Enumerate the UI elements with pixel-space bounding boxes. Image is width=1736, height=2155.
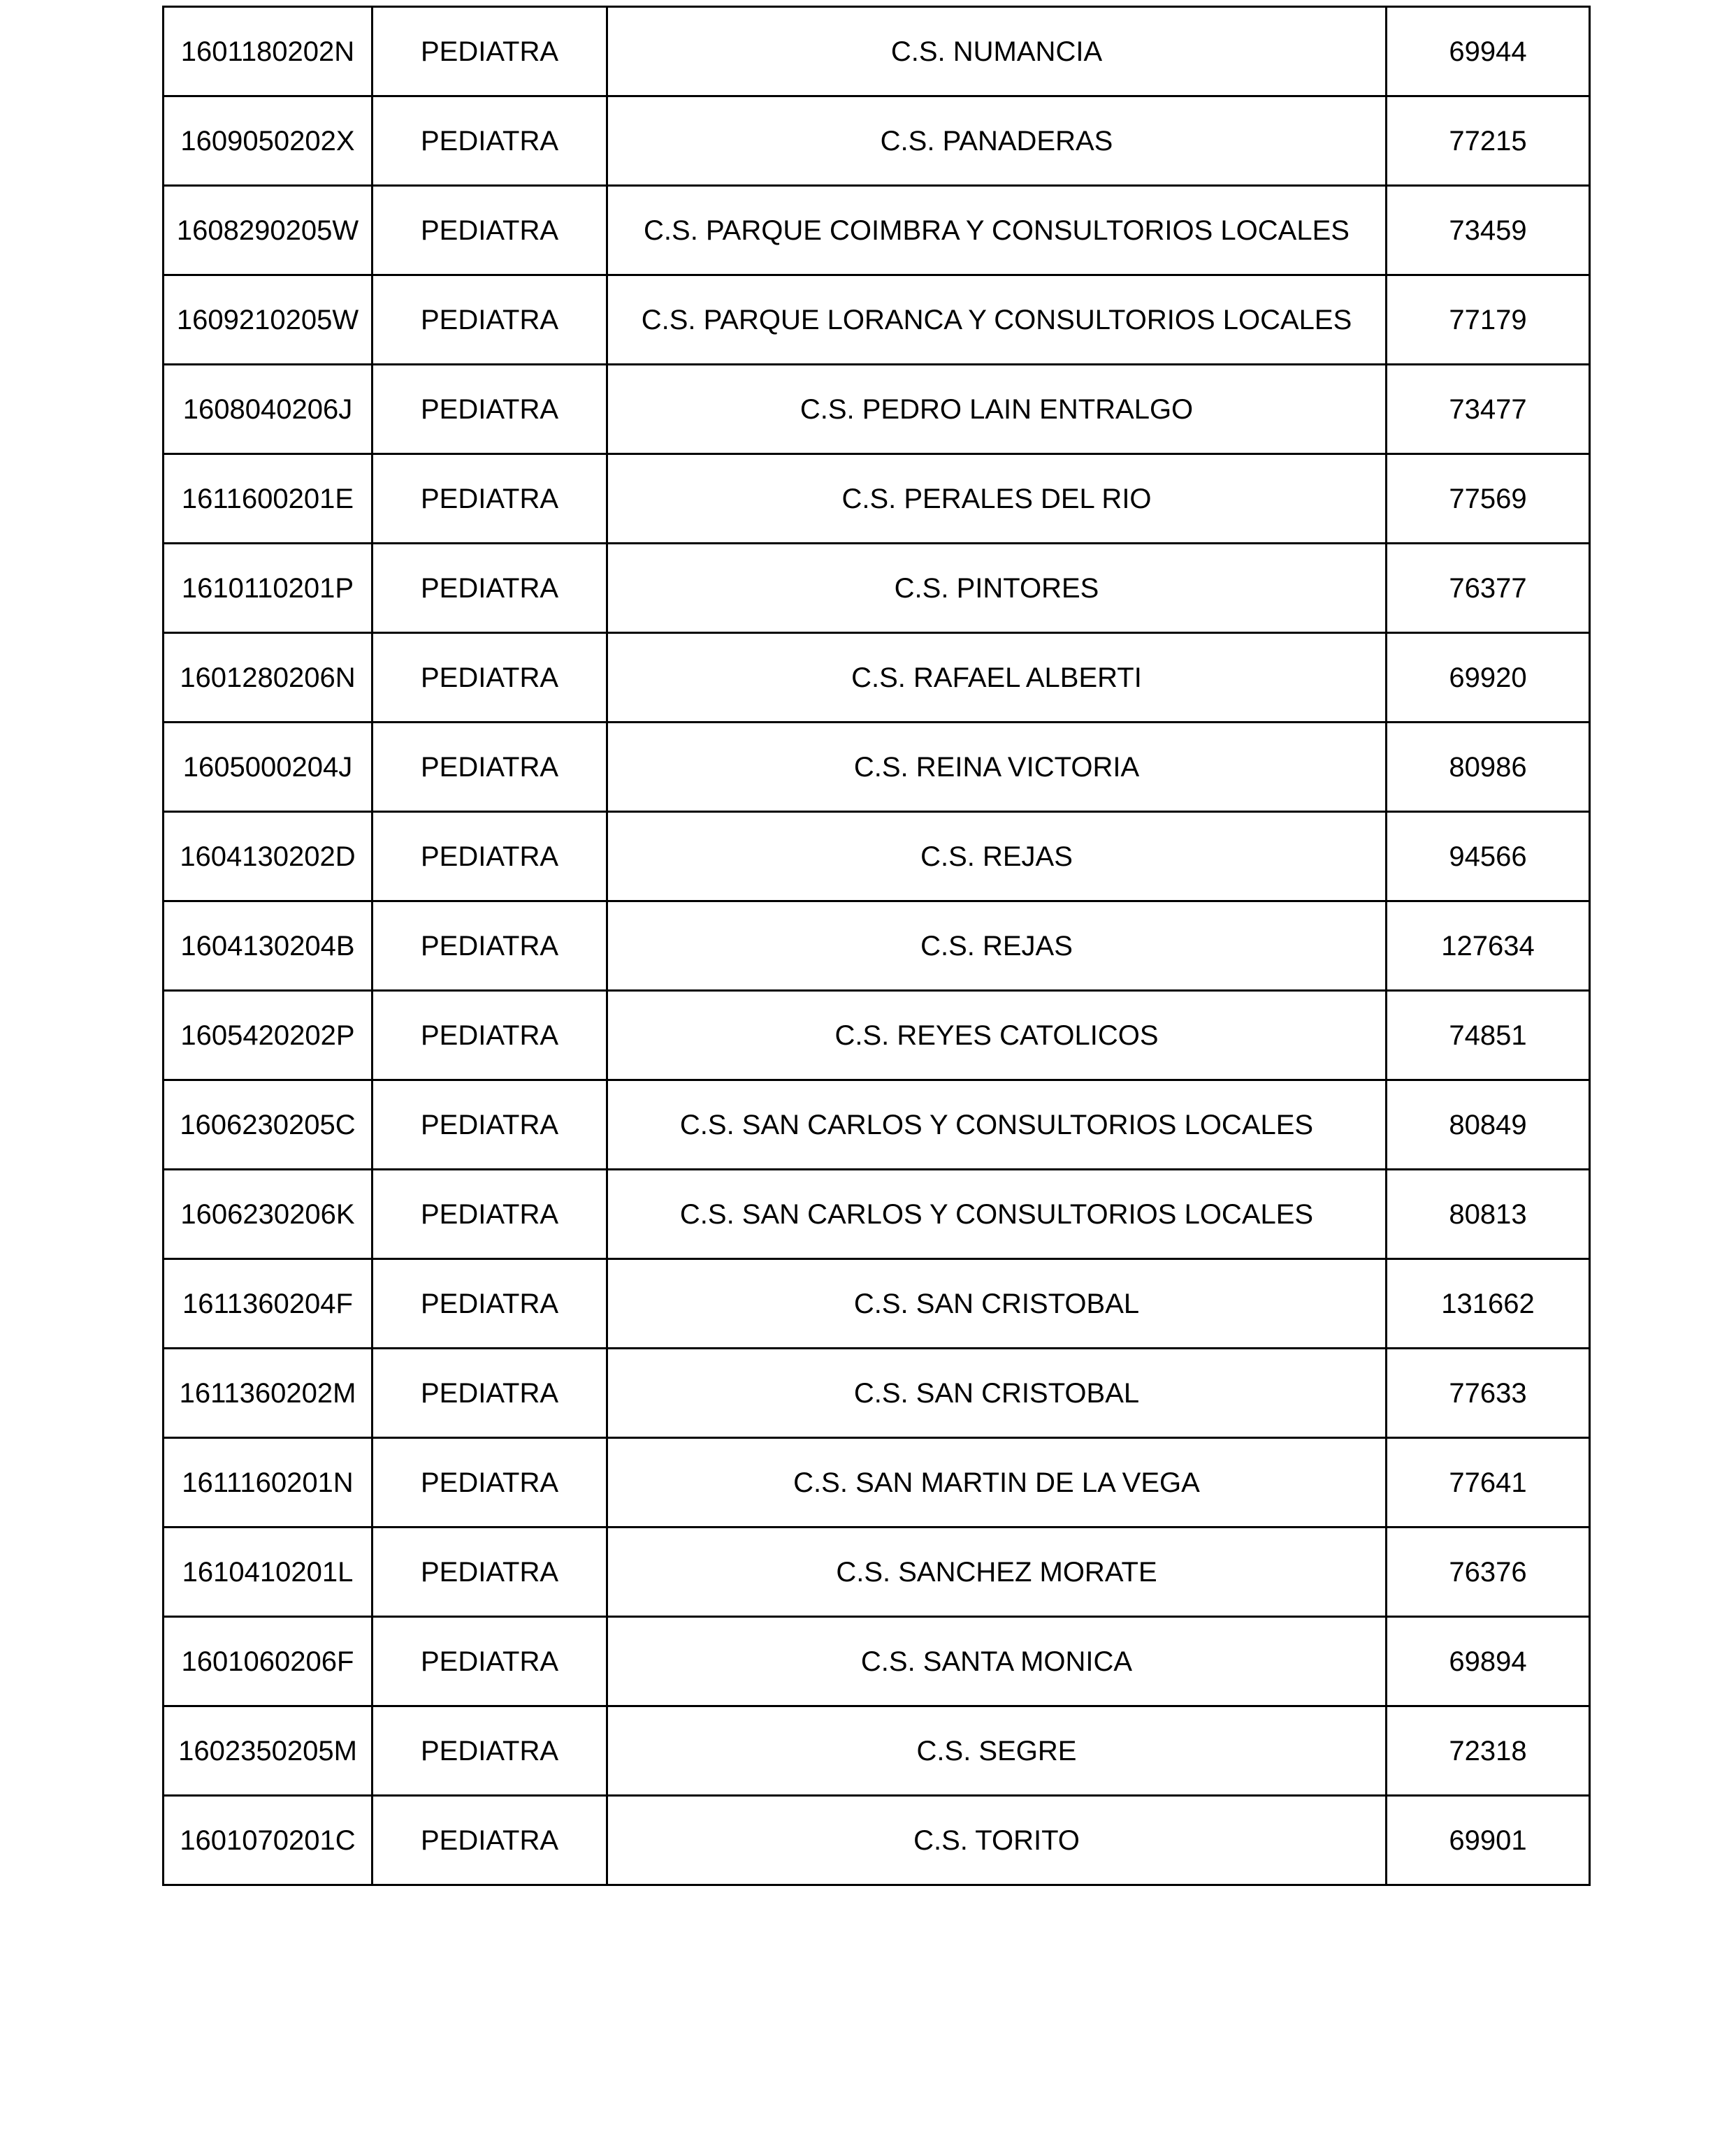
- plaza-code-cell: 1601060206F: [164, 1617, 372, 1706]
- category-cell: PEDIATRA: [372, 812, 607, 901]
- category-cell: PEDIATRA: [372, 1259, 607, 1349]
- table-row: [164, 1796, 1590, 1885]
- table-row: [164, 991, 1590, 1080]
- category-cell: PEDIATRA: [372, 7, 607, 96]
- plaza-code-cell: 1609210205W: [164, 275, 372, 365]
- health-center-cell: C.S. REINA VICTORIA: [607, 723, 1387, 812]
- plaza-code-cell: 1605000204J: [164, 723, 372, 812]
- table-row: [164, 633, 1590, 723]
- category-cell: PEDIATRA: [372, 1617, 607, 1706]
- table-row: [164, 544, 1590, 633]
- health-center-cell: C.S. REJAS: [607, 812, 1387, 901]
- number-cell: 72318: [1387, 1706, 1590, 1796]
- number-cell: 73459: [1387, 186, 1590, 275]
- number-cell: 74851: [1387, 991, 1590, 1080]
- health-center-cell: C.S. SANCHEZ MORATE: [607, 1528, 1387, 1617]
- health-center-cell: C.S. TORITO: [607, 1796, 1387, 1885]
- plaza-code-cell: 1608040206J: [164, 365, 372, 454]
- number-cell: 127634: [1387, 901, 1590, 991]
- health-center-cell: C.S. SAN CRISTOBAL: [607, 1349, 1387, 1438]
- number-cell: 80986: [1387, 723, 1590, 812]
- table-row: [164, 1349, 1590, 1438]
- table-row: [164, 1528, 1590, 1617]
- health-center-cell: C.S. PERALES DEL RIO: [607, 454, 1387, 544]
- table-row: [164, 275, 1590, 365]
- number-cell: 69894: [1387, 1617, 1590, 1706]
- category-cell: PEDIATRA: [372, 1080, 607, 1170]
- plaza-code-cell: 1611600201E: [164, 454, 372, 544]
- plaza-code-cell: 1601070201C: [164, 1796, 372, 1885]
- category-cell: PEDIATRA: [372, 1796, 607, 1885]
- plaza-code-cell: 1604130202D: [164, 812, 372, 901]
- plaza-code-cell: 1609050202X: [164, 96, 372, 186]
- plaza-code-cell: 1610110201P: [164, 544, 372, 633]
- number-cell: 77641: [1387, 1438, 1590, 1528]
- table-row: [164, 96, 1590, 186]
- health-center-cell: C.S. REYES CATOLICOS: [607, 991, 1387, 1080]
- table-row: [164, 901, 1590, 991]
- plaza-code-cell: 1611160201N: [164, 1438, 372, 1528]
- health-center-cell: C.S. SAN MARTIN DE LA VEGA: [607, 1438, 1387, 1528]
- plaza-code-cell: 1601280206N: [164, 633, 372, 723]
- table-row: [164, 454, 1590, 544]
- health-center-cell: C.S. PARQUE COIMBRA Y CONSULTORIOS LOCALES: [607, 186, 1387, 275]
- number-cell: 77633: [1387, 1349, 1590, 1438]
- number-cell: 131662: [1387, 1259, 1590, 1349]
- health-center-cell: C.S. PANADERAS: [607, 96, 1387, 186]
- category-cell: PEDIATRA: [372, 901, 607, 991]
- category-cell: PEDIATRA: [372, 991, 607, 1080]
- category-cell: PEDIATRA: [372, 723, 607, 812]
- health-center-cell: C.S. SAN CARLOS Y CONSULTORIOS LOCALES: [607, 1170, 1387, 1259]
- plaza-code-cell: 1610410201L: [164, 1528, 372, 1617]
- category-cell: PEDIATRA: [372, 544, 607, 633]
- category-cell: PEDIATRA: [372, 275, 607, 365]
- number-cell: 76377: [1387, 544, 1590, 633]
- category-cell: PEDIATRA: [372, 1349, 607, 1438]
- health-center-cell: C.S. PEDRO LAIN ENTRALGO: [607, 365, 1387, 454]
- table-row: [164, 1706, 1590, 1796]
- number-cell: 73477: [1387, 365, 1590, 454]
- table-row: [164, 1080, 1590, 1170]
- health-center-cell: C.S. RAFAEL ALBERTI: [607, 633, 1387, 723]
- table-body: [164, 7, 1590, 1885]
- category-cell: PEDIATRA: [372, 96, 607, 186]
- number-cell: 80849: [1387, 1080, 1590, 1170]
- category-cell: PEDIATRA: [372, 1706, 607, 1796]
- number-cell: 69901: [1387, 1796, 1590, 1885]
- category-cell: PEDIATRA: [372, 1528, 607, 1617]
- number-cell: 76376: [1387, 1528, 1590, 1617]
- vacancy-table: [162, 6, 1591, 1886]
- table-row: [164, 812, 1590, 901]
- number-cell: 77215: [1387, 96, 1590, 186]
- table-row: [164, 1259, 1590, 1349]
- plaza-code-cell: 1602350205M: [164, 1706, 372, 1796]
- health-center-cell: C.S. SANTA MONICA: [607, 1617, 1387, 1706]
- table-row: [164, 365, 1590, 454]
- table-row: [164, 1170, 1590, 1259]
- number-cell: 69944: [1387, 7, 1590, 96]
- table-row: [164, 723, 1590, 812]
- number-cell: 69920: [1387, 633, 1590, 723]
- category-cell: PEDIATRA: [372, 186, 607, 275]
- health-center-cell: C.S. PARQUE LORANCA Y CONSULTORIOS LOCALES: [607, 275, 1387, 365]
- plaza-code-cell: 1608290205W: [164, 186, 372, 275]
- health-center-cell: C.S. NUMANCIA: [607, 7, 1387, 96]
- health-center-cell: C.S. SAN CRISTOBAL: [607, 1259, 1387, 1349]
- category-cell: PEDIATRA: [372, 365, 607, 454]
- table-row: [164, 186, 1590, 275]
- plaza-code-cell: 1605420202P: [164, 991, 372, 1080]
- category-cell: PEDIATRA: [372, 633, 607, 723]
- health-center-cell: C.S. SAN CARLOS Y CONSULTORIOS LOCALES: [607, 1080, 1387, 1170]
- category-cell: PEDIATRA: [372, 454, 607, 544]
- table-row: [164, 1617, 1590, 1706]
- category-cell: PEDIATRA: [372, 1438, 607, 1528]
- number-cell: 94566: [1387, 812, 1590, 901]
- health-center-cell: C.S. SEGRE: [607, 1706, 1387, 1796]
- number-cell: 77569: [1387, 454, 1590, 544]
- number-cell: 77179: [1387, 275, 1590, 365]
- plaza-code-cell: 1611360202M: [164, 1349, 372, 1438]
- plaza-code-cell: 1606230206K: [164, 1170, 372, 1259]
- number-cell: 80813: [1387, 1170, 1590, 1259]
- category-cell: PEDIATRA: [372, 1170, 607, 1259]
- table-row: [164, 1438, 1590, 1528]
- table-row: [164, 7, 1590, 96]
- plaza-code-cell: 1601180202N: [164, 7, 372, 96]
- plaza-code-cell: 1604130204B: [164, 901, 372, 991]
- health-center-cell: C.S. PINTORES: [607, 544, 1387, 633]
- plaza-code-cell: 1606230205C: [164, 1080, 372, 1170]
- health-center-cell: C.S. REJAS: [607, 901, 1387, 991]
- plaza-code-cell: 1611360204F: [164, 1259, 372, 1349]
